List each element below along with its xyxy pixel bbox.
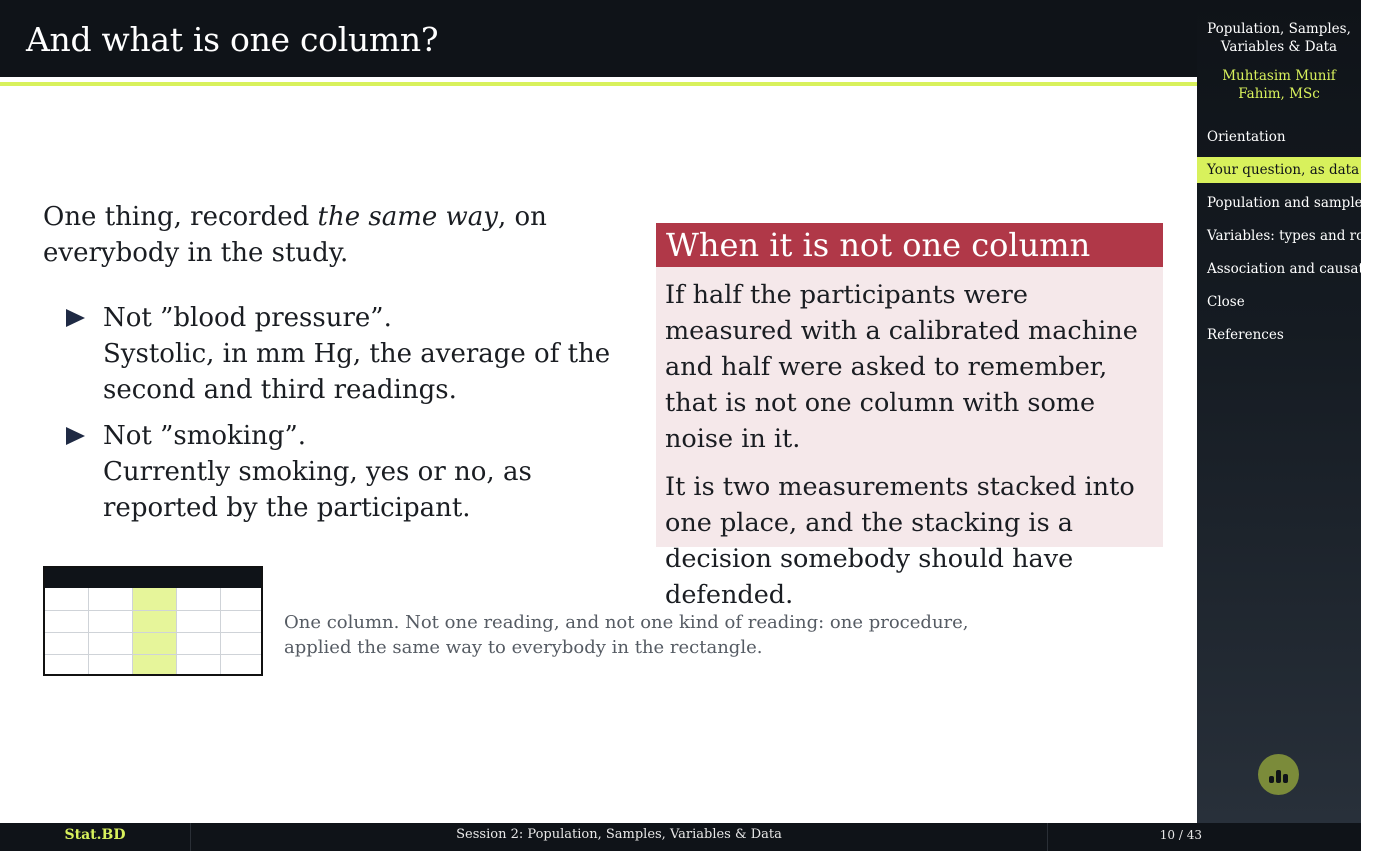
grid-line [220, 588, 221, 674]
grid-line [88, 588, 89, 674]
lead-emphasis: the same way [317, 202, 498, 232]
sidebar-item-association-and-causation[interactable]: Association and causation [1207, 261, 1385, 277]
slide-title: And what is one column? [26, 20, 439, 59]
sidebar [1197, 0, 1385, 823]
alert-block-paragraph: If half the participants were measured with a calibrated machine and half were asked to remember, that is not one column with some noise in it. [665, 280, 1138, 454]
lead-text-before: One thing, recorded [43, 202, 318, 232]
footer-bar [0, 823, 1361, 851]
sidebar-item-close[interactable]: Close [1207, 294, 1245, 310]
alert-block-paragraph: It is two measurements stacked into one place, and the stacking is a decision somebody should have defended. [665, 472, 1135, 610]
sidebar-item-orientation[interactable]: Orientation [1207, 129, 1286, 145]
triangle-bullet-icon [66, 427, 85, 445]
logo-bar [1283, 774, 1288, 783]
sidebar-item-your-question-as-data[interactable]: Your question, as data [1197, 157, 1361, 183]
slide-title-bar [0, 0, 1197, 77]
bullet-list [66, 300, 626, 536]
illustration-caption: One column. Not one reading, and not one kind of reading: one procedure, applied the same way to everybody in the rectangle. [284, 612, 969, 658]
triangle-bullet-icon [66, 309, 85, 327]
column-illustration [43, 566, 263, 676]
grid-line [176, 588, 177, 674]
logo-bar [1276, 770, 1281, 783]
grid-line [45, 654, 261, 655]
bullet-item [66, 418, 626, 526]
sidebar-author: Muhtasim Munif Fahim, MSc [1222, 68, 1336, 102]
footer-page-number: 10 / 43 [1159, 828, 1202, 842]
bullet-detail: Systolic, in mm Hg, the average of the second and third readings. [103, 339, 611, 405]
lead-text-after: , on everybody in the study. [43, 202, 547, 268]
sidebar-item-references[interactable]: References [1207, 327, 1284, 343]
sidebar-item-variables[interactable]: Variables: types and roles [1207, 228, 1384, 244]
grid-line [132, 588, 133, 674]
sidebar-nav [1197, 124, 1385, 355]
illustration-header-row [45, 568, 261, 588]
lead-paragraph [43, 199, 633, 271]
bullet-item [66, 300, 626, 408]
alert-block-title: When it is not one column [656, 223, 1163, 267]
title-accent-line [0, 82, 1197, 86]
grid-line [45, 610, 261, 611]
sidebar-presentation-title: Population, Samples, Variables & Data [1207, 21, 1351, 55]
bullet-detail: Currently smoking, yes or no, as reported by the participant. [103, 457, 532, 523]
footer-session-title: Session 2: Population, Samples, Variables & Data [191, 823, 1048, 851]
highlighted-column [132, 588, 176, 674]
bullet-heading: Not ”smoking”. [103, 421, 307, 451]
bullet-heading: Not ”blood pressure”. [103, 303, 392, 333]
logo-bar [1269, 776, 1274, 783]
sidebar-item-population-and-sample[interactable]: Population and sample [1207, 195, 1363, 211]
bar-chart-icon[interactable] [1258, 754, 1299, 795]
grid-line [45, 632, 261, 633]
alert-block [656, 223, 1163, 610]
footer-brand: Stat.BD [0, 823, 191, 851]
